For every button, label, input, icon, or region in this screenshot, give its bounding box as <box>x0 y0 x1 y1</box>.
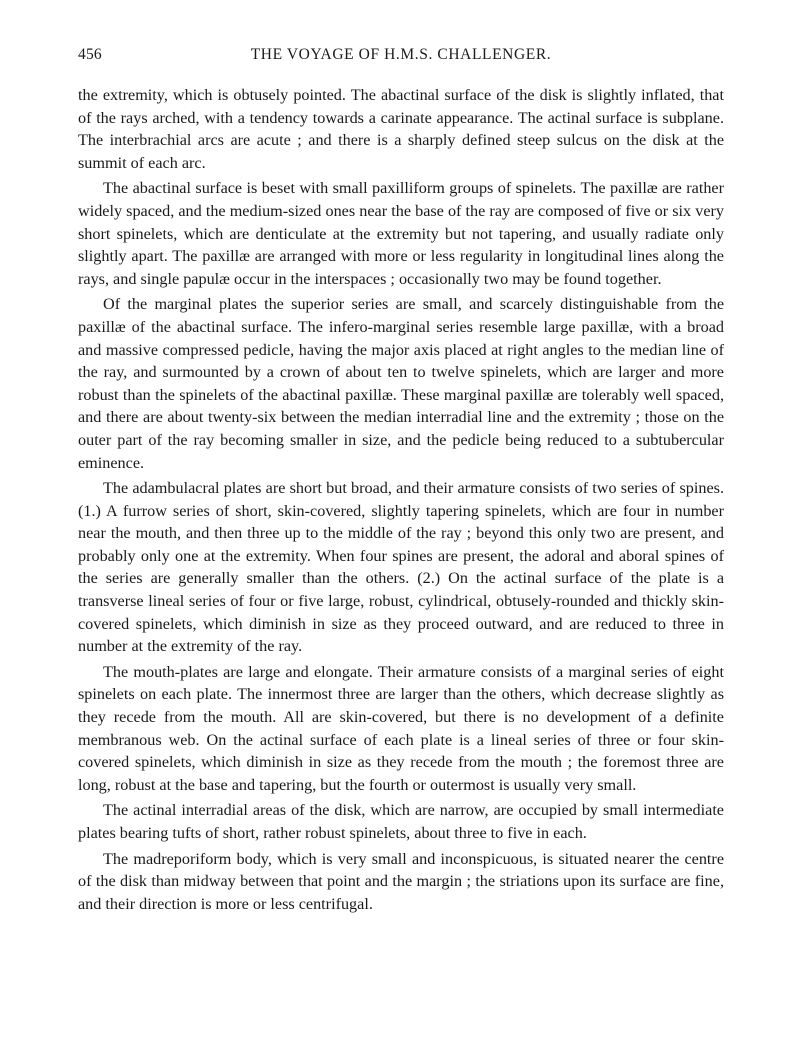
paragraph-madreporiform-body: The madreporiform body, which is very small and inconspicuous, is situated nearer the centre of the disk than midway between that point and the margin ; the striations upon its surface are fine, and their direction is more or less centrifugal. <box>78 849 724 913</box>
paragraph-mouth-plates: The mouth-plates are large and elongate. Their armature consists of a marginal series of eight spinelets on each plate. The innermost three are larger than the others, which decrease slightly as they recede from the mouth. All are skin-covered, but there is no development of a definite membranous web. On the actinal surface of each plate is a lineal series of three or four skin-covered spinelets, which diminish in size as they recede from the mouth ; the foremost three are long, robust at the base and tapering, but the fourth or outermost is usually very small. <box>78 662 724 794</box>
paragraph-actinal-areas: The actinal interradial areas of the disk, which are narrow, are occupied by small intermediate plates bearing tufts of short, rather robust spinelets, about three to five in each. <box>78 801 724 842</box>
body-text <box>78 84 724 918</box>
paragraph-abactinal-surface: The abactinal surface is beset with small paxilliform groups of spinelets. The paxillæ are rather widely spaced, and the medium-sized ones near the base of the ray are composed of five or six very short spinelets, which are denticulate at the extremity but not tapering, and usually radiate only slightly apart. The paxillæ are arranged with more or less regularity in longitudinal lines along the rays, and single papulæ occur in the interspaces ; occasionally two may be found together. <box>78 179 724 288</box>
running-head <box>78 46 724 68</box>
paragraph-continued: the extremity, which is obtusely pointed. The abactinal surface of the disk is slightly inflated, that of the rays arched, with a tendency towards a carinate appearance. The actinal surface is subplane. The interbrachial arcs are acute ; and there is a sharply defined steep sulcus on the disk at the summit of each arc. <box>78 86 724 172</box>
paragraph-adambulacral-plates: The adambulacral plates are short but broad, and their armature consists of two series of spines. (1.) A furrow series of short, skin-covered, slightly tapering spinelets, which are four in number near the mouth, and then three up to the middle of the ray ; beyond this only two are present, and probably only one at the extremity. When four spines are present, the adoral and aboral spines of the series are generally smaller than the others. (2.) On the actinal surface of the plate is a transverse lineal series of four or five large, robust, cylindrical, obtusely-rounded and thickly skin-covered spinelets, which diminish in size as they proceed outward, and are reduced to three in number at the extremity of the ray. <box>78 479 724 656</box>
running-title: THE VOYAGE OF H.M.S. CHALLENGER. <box>250 46 552 63</box>
paragraph-marginal-plates: Of the marginal plates the superior series are small, and scarcely distinguishable from the paxillæ of the abactinal surface. The infero-marginal series resemble large paxillæ, with a broad and massive compressed pedicle, having the major axis placed at right angles to the median line of the ray, and surmounted by a crown of about ten to twelve spinelets, which are larger and more robust than the spinelets of the abactinal paxillæ. These marginal paxillæ are tolerably well spaced, and there are about twenty-six between the median interradial line and the extremity ; those on the outer part of the ray becoming smaller in size, and the pedicle being reduced to a subtubercular eminence. <box>78 295 724 472</box>
page-number: 456 <box>78 46 102 63</box>
